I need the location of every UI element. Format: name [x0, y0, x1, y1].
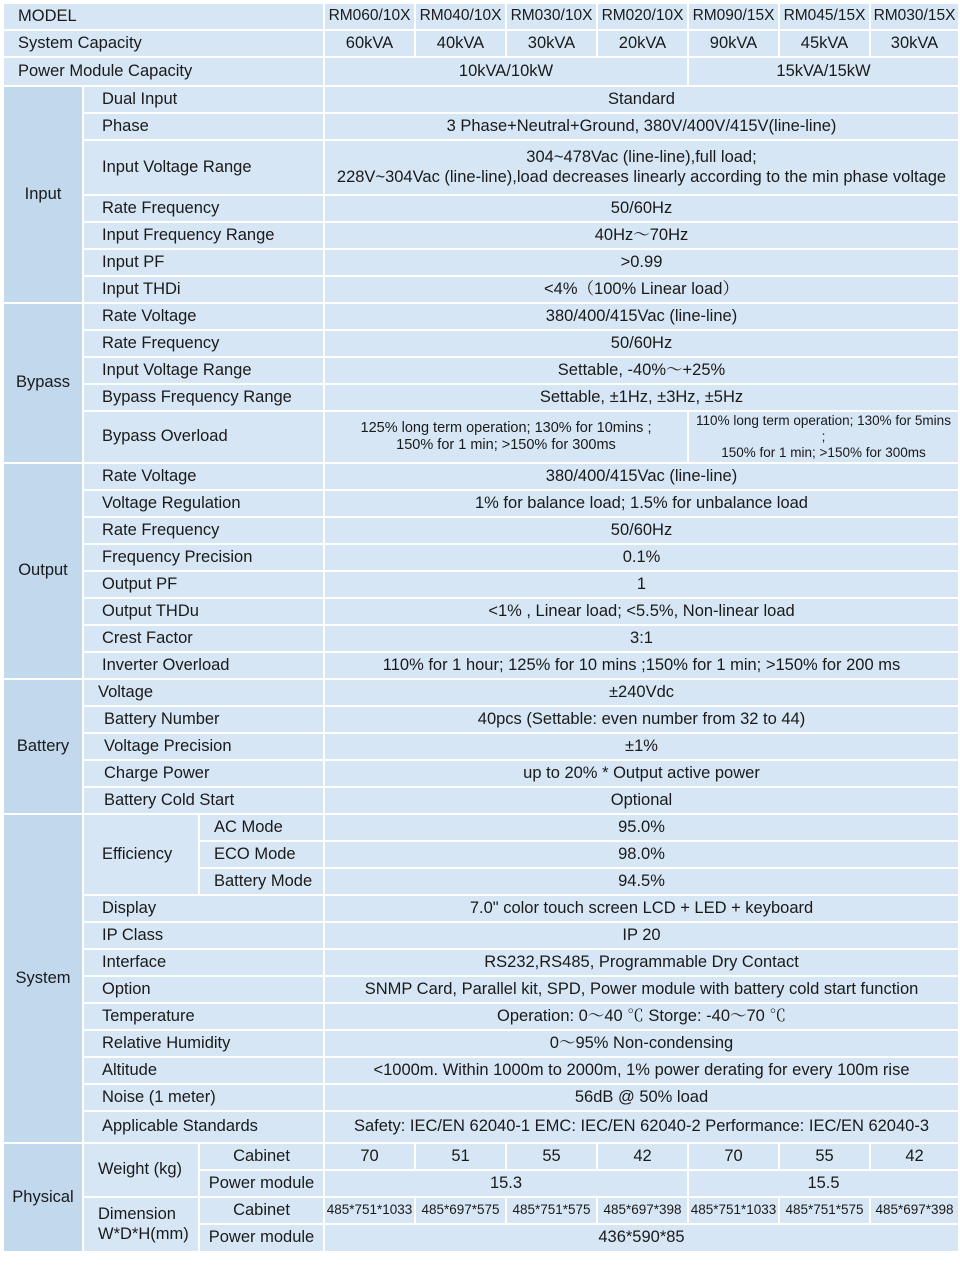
module-capacity-15x: 15kVA/15kW	[688, 57, 959, 86]
row-label: Battery Mode	[199, 868, 324, 895]
table-row	[3, 706, 959, 733]
row-label: Dual Input	[83, 86, 324, 113]
model-name: RM090/15X	[688, 3, 779, 30]
dimension-value: 485*697*575	[415, 1197, 506, 1224]
table-row	[3, 625, 959, 652]
table-row	[3, 140, 959, 195]
row-label: Option	[83, 976, 324, 1003]
row-label: Voltage Precision	[83, 733, 324, 760]
row-value: 1% for balance load; 1.5% for unbalance load	[324, 490, 959, 517]
dimension-value: 485*751*575	[506, 1197, 597, 1224]
table-row	[3, 195, 959, 222]
table-row	[3, 733, 959, 760]
row-value: 50/60Hz	[324, 330, 959, 357]
system-capacity-label: System Capacity	[3, 30, 324, 57]
row-label: Voltage	[83, 679, 324, 706]
table-row	[3, 1003, 959, 1030]
row-label: Battery Cold Start	[83, 787, 324, 814]
weight-value: 55	[506, 1143, 597, 1170]
module-capacity-10x: 10kVA/10kW	[324, 57, 688, 86]
row-label: Frequency Precision	[83, 544, 324, 571]
row-value: Standard	[324, 86, 959, 113]
capacity-value: 20kVA	[597, 30, 688, 57]
row-value: 40Hz～70Hz	[324, 222, 959, 249]
overload-15x	[688, 411, 959, 463]
row-value: SNMP Card, Parallel kit, SPD, Power module with battery cold start function	[324, 976, 959, 1003]
row-value: 0～95% Non-condensing	[324, 1030, 959, 1057]
row-label: Battery Number	[83, 706, 324, 733]
dimension-value: 485*751*1033	[324, 1197, 415, 1224]
row-value: IP 20	[324, 922, 959, 949]
row-value: Operation: 0～40 ℃ Storge: -40～70 ℃	[324, 1003, 959, 1030]
sub-label: Power module	[199, 1224, 324, 1252]
row-label: IP Class	[83, 922, 324, 949]
row-value	[324, 140, 959, 195]
table-row	[3, 113, 959, 140]
table-row	[3, 384, 959, 411]
capacity-value: 90kVA	[688, 30, 779, 57]
row-value: 50/60Hz	[324, 517, 959, 544]
model-name: RM030/15X	[870, 3, 959, 30]
table-row	[3, 463, 959, 490]
dimension-module-value: 436*590*85	[324, 1224, 959, 1252]
value-line: 304~478Vac (line-line),full load;	[526, 147, 757, 166]
row-label: Interface	[83, 949, 324, 976]
group-system: System	[3, 814, 83, 1143]
row-label: Temperature	[83, 1003, 324, 1030]
table-row	[3, 490, 959, 517]
row-label: Rate Frequency	[83, 195, 324, 222]
value-line: 150% for 1 min; >150% for 300ms	[721, 445, 926, 461]
table-row	[3, 814, 959, 841]
row-label: Rate Frequency	[83, 330, 324, 357]
row-label: Input THDi	[83, 276, 324, 303]
row-label: Output THDu	[83, 598, 324, 625]
table-row	[3, 787, 959, 814]
row-value: 94.5%	[324, 868, 959, 895]
model-name: RM060/10X	[324, 3, 415, 30]
row-label: Bypass Overload	[83, 411, 324, 463]
dimension-value: 485*751*575	[779, 1197, 870, 1224]
group-output: Output	[3, 463, 83, 679]
row-value: 3:1	[324, 625, 959, 652]
overload-10x	[324, 411, 688, 463]
weight-module-15x: 15.5	[688, 1170, 959, 1197]
table-row	[3, 249, 959, 276]
row-value: RS232,RS485, Programmable Dry Contact	[324, 949, 959, 976]
value-line: 150% for 1 min; >150% for 300ms	[396, 437, 616, 453]
row-label: Phase	[83, 113, 324, 140]
weight-value: 70	[688, 1143, 779, 1170]
table-row	[3, 517, 959, 544]
row-value: 380/400/415Vac (line-line)	[324, 463, 959, 490]
row-value: Settable, -40%～+25%	[324, 357, 959, 384]
row-label: Output PF	[83, 571, 324, 598]
row-label: Inverter Overload	[83, 652, 324, 679]
row-value: 40pcs (Settable: even number from 32 to 44)	[324, 706, 959, 733]
dimension-label-line: W*D*H(mm)	[98, 1224, 189, 1243]
row-value: Optional	[324, 787, 959, 814]
table-row	[3, 679, 959, 706]
sub-label: Cabinet	[199, 1197, 324, 1224]
table-row	[3, 86, 959, 113]
table-row	[3, 411, 959, 463]
weight-value: 55	[779, 1143, 870, 1170]
row-value: 380/400/415Vac (line-line)	[324, 303, 959, 330]
row-value: Settable, ±1Hz, ±3Hz, ±5Hz	[324, 384, 959, 411]
row-value: ±1%	[324, 733, 959, 760]
model-row	[3, 3, 959, 30]
table-row	[3, 544, 959, 571]
capacity-value: 30kVA	[870, 30, 959, 57]
module-capacity-label: Power Module Capacity	[3, 57, 324, 86]
row-value: ±240Vdc	[324, 679, 959, 706]
value-line: 110% long term operation; 130% for 5mins ;	[696, 412, 951, 444]
model-name: RM040/10X	[415, 3, 506, 30]
row-value: <4%（100% Linear load）	[324, 276, 959, 303]
module-capacity-row	[3, 57, 959, 86]
group-battery: Battery	[3, 679, 83, 814]
table-row	[3, 1197, 959, 1224]
row-label: Rate Voltage	[83, 303, 324, 330]
spec-table	[2, 2, 960, 1253]
model-name: RM020/10X	[597, 3, 688, 30]
row-label: Input Frequency Range	[83, 222, 324, 249]
dimension-label-line: Dimension	[98, 1204, 176, 1223]
dimension-label	[83, 1197, 199, 1252]
row-label: ECO Mode	[199, 841, 324, 868]
capacity-value: 40kVA	[415, 30, 506, 57]
table-row	[3, 571, 959, 598]
table-row	[3, 895, 959, 922]
table-row	[3, 330, 959, 357]
row-value: 1	[324, 571, 959, 598]
table-row	[3, 357, 959, 384]
dimension-value: 485*697*398	[870, 1197, 959, 1224]
row-label: Rate Frequency	[83, 517, 324, 544]
group-input: Input	[3, 86, 83, 303]
row-value: <1% , Linear load; <5.5%, Non-linear load	[324, 598, 959, 625]
row-label: Applicable Standards	[83, 1111, 324, 1143]
row-value: 3 Phase+Neutral+Ground, 380V/400V/415V(line-line)	[324, 113, 959, 140]
table-row	[3, 760, 959, 787]
model-name: RM045/15X	[779, 3, 870, 30]
table-row	[3, 922, 959, 949]
weight-value: 42	[597, 1143, 688, 1170]
table-row	[3, 1143, 959, 1170]
row-value: 50/60Hz	[324, 195, 959, 222]
row-value: >0.99	[324, 249, 959, 276]
row-label: Charge Power	[83, 760, 324, 787]
table-row	[3, 222, 959, 249]
row-value: up to 20% * Output active power	[324, 760, 959, 787]
table-row	[3, 949, 959, 976]
system-capacity-row	[3, 30, 959, 57]
capacity-value: 30kVA	[506, 30, 597, 57]
efficiency-label: Efficiency	[83, 814, 199, 895]
row-value: <1000m. Within 1000m to 2000m, 1% power derating for every 100m rise	[324, 1057, 959, 1084]
row-label: Bypass Frequency Range	[83, 384, 324, 411]
row-value: Safety: IEC/EN 62040-1 EMC: IEC/EN 62040-2 Performance: IEC/EN 62040-3	[324, 1111, 959, 1143]
capacity-value: 45kVA	[779, 30, 870, 57]
table-row	[3, 976, 959, 1003]
table-row	[3, 652, 959, 679]
row-label: AC Mode	[199, 814, 324, 841]
table-row	[3, 303, 959, 330]
row-label: Altitude	[83, 1057, 324, 1084]
row-value: 98.0%	[324, 841, 959, 868]
weight-value: 42	[870, 1143, 959, 1170]
table-row	[3, 276, 959, 303]
dimension-value: 485*697*398	[597, 1197, 688, 1224]
row-value: 110% for 1 hour; 125% for 10 mins ;150% for 1 min; >150% for 200 ms	[324, 652, 959, 679]
value-line: 125% long term operation; 130% for 10mins ;	[360, 419, 652, 436]
table-row	[3, 598, 959, 625]
sub-label: Power module	[199, 1170, 324, 1197]
weight-value: 70	[324, 1143, 415, 1170]
table-row	[3, 1030, 959, 1057]
weight-label: Weight (kg)	[83, 1143, 199, 1197]
table-row	[3, 1057, 959, 1084]
group-physical: Physical	[3, 1143, 83, 1252]
model-label: MODEL	[3, 3, 324, 30]
table-row	[3, 1111, 959, 1143]
table-row	[3, 1084, 959, 1111]
row-label: Input Voltage Range	[83, 140, 324, 195]
row-label: Crest Factor	[83, 625, 324, 652]
row-value: 56dB @ 50% load	[324, 1084, 959, 1111]
dimension-value: 485*751*1033	[688, 1197, 779, 1224]
row-label: Display	[83, 895, 324, 922]
row-label: Rate Voltage	[83, 463, 324, 490]
weight-value: 51	[415, 1143, 506, 1170]
row-value: 7.0" color touch screen LCD + LED + keyboard	[324, 895, 959, 922]
row-label: Input Voltage Range	[83, 357, 324, 384]
sub-label: Cabinet	[199, 1143, 324, 1170]
capacity-value: 60kVA	[324, 30, 415, 57]
value-line: 228V~304Vac (line-line),load decreases linearly according to the min phase voltage	[336, 167, 947, 186]
row-value: 0.1%	[324, 544, 959, 571]
row-label: Voltage Regulation	[83, 490, 324, 517]
row-label: Input PF	[83, 249, 324, 276]
row-value: 95.0%	[324, 814, 959, 841]
weight-module-10x: 15.3	[324, 1170, 688, 1197]
model-name: RM030/10X	[506, 3, 597, 30]
group-bypass: Bypass	[3, 303, 83, 463]
row-label: Relative Humidity	[83, 1030, 324, 1057]
row-label: Noise (1 meter)	[83, 1084, 324, 1111]
